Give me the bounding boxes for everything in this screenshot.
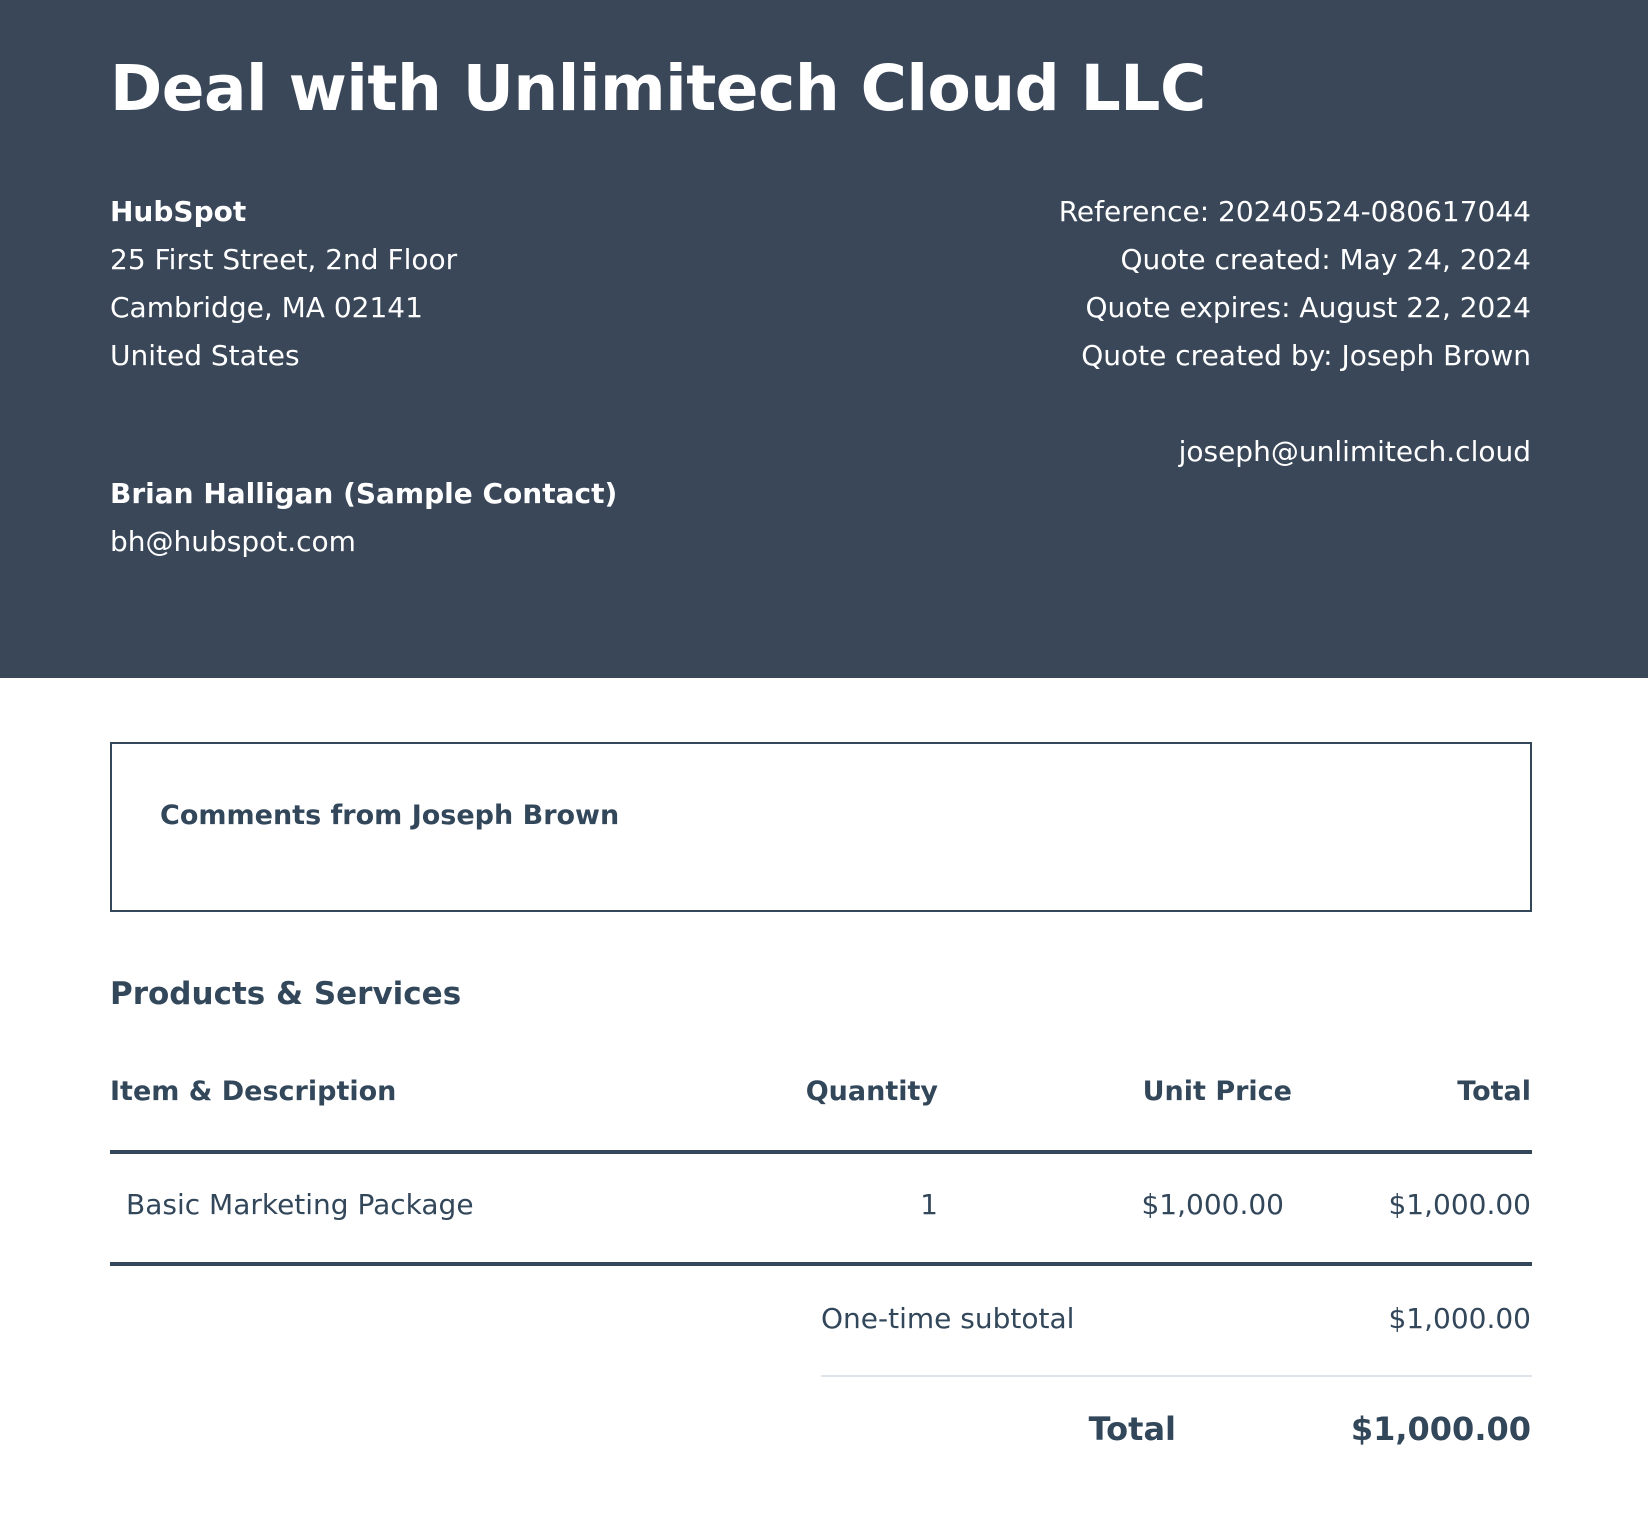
- table-bottom-divider: [110, 1262, 1532, 1266]
- total-label: Total: [1088, 1410, 1176, 1448]
- column-header-item: Item & Description: [110, 1076, 397, 1107]
- creator-email-link[interactable]: joseph@unlimitech.cloud: [1178, 435, 1531, 468]
- subtotal-divider: [821, 1375, 1532, 1377]
- contact-email-link[interactable]: bh@hubspot.com: [110, 525, 356, 558]
- company-address-line1: 25 First Street, 2nd Floor: [110, 243, 458, 276]
- quote-reference: Reference: 20240524-080617044: [1058, 195, 1531, 228]
- column-header-total: Total: [1457, 1076, 1531, 1107]
- company-country: United States: [110, 339, 300, 372]
- products-section-title: Products & Services: [110, 976, 462, 1012]
- row-total: $1,000.00: [1388, 1188, 1531, 1221]
- row-item-description: Basic Marketing Package: [126, 1188, 474, 1221]
- contact-block: [110, 470, 617, 566]
- company-address-line2: Cambridge, MA 02141: [110, 291, 423, 324]
- subtotal-value: $1,000.00: [1388, 1302, 1531, 1335]
- quote-created-date: Quote created: May 24, 2024: [1120, 243, 1531, 276]
- quote-header: [0, 0, 1648, 678]
- total-value: $1,000.00: [1350, 1410, 1531, 1448]
- column-header-quantity: Quantity: [805, 1076, 938, 1107]
- contact-name: Brian Halligan (Sample Contact): [110, 477, 618, 510]
- quote-title: Deal with Unlimitech Cloud LLC: [110, 52, 1206, 125]
- company-block: [110, 188, 457, 380]
- subtotal-label: One-time subtotal: [821, 1302, 1075, 1335]
- table-header-divider: [110, 1150, 1532, 1154]
- comments-heading: Comments from Joseph Brown: [160, 800, 620, 831]
- column-header-unit-price: Unit Price: [1142, 1076, 1292, 1107]
- comments-box: [110, 742, 1532, 912]
- quote-expiry-date: Quote expires: August 22, 2024: [1085, 291, 1531, 324]
- company-name: HubSpot: [110, 195, 247, 228]
- row-quantity: 1: [920, 1188, 938, 1221]
- row-unit-price: $1,000.00: [1141, 1188, 1284, 1221]
- quote-meta-block: [1059, 188, 1531, 476]
- quote-creator: Quote created by: Joseph Brown: [1081, 339, 1531, 372]
